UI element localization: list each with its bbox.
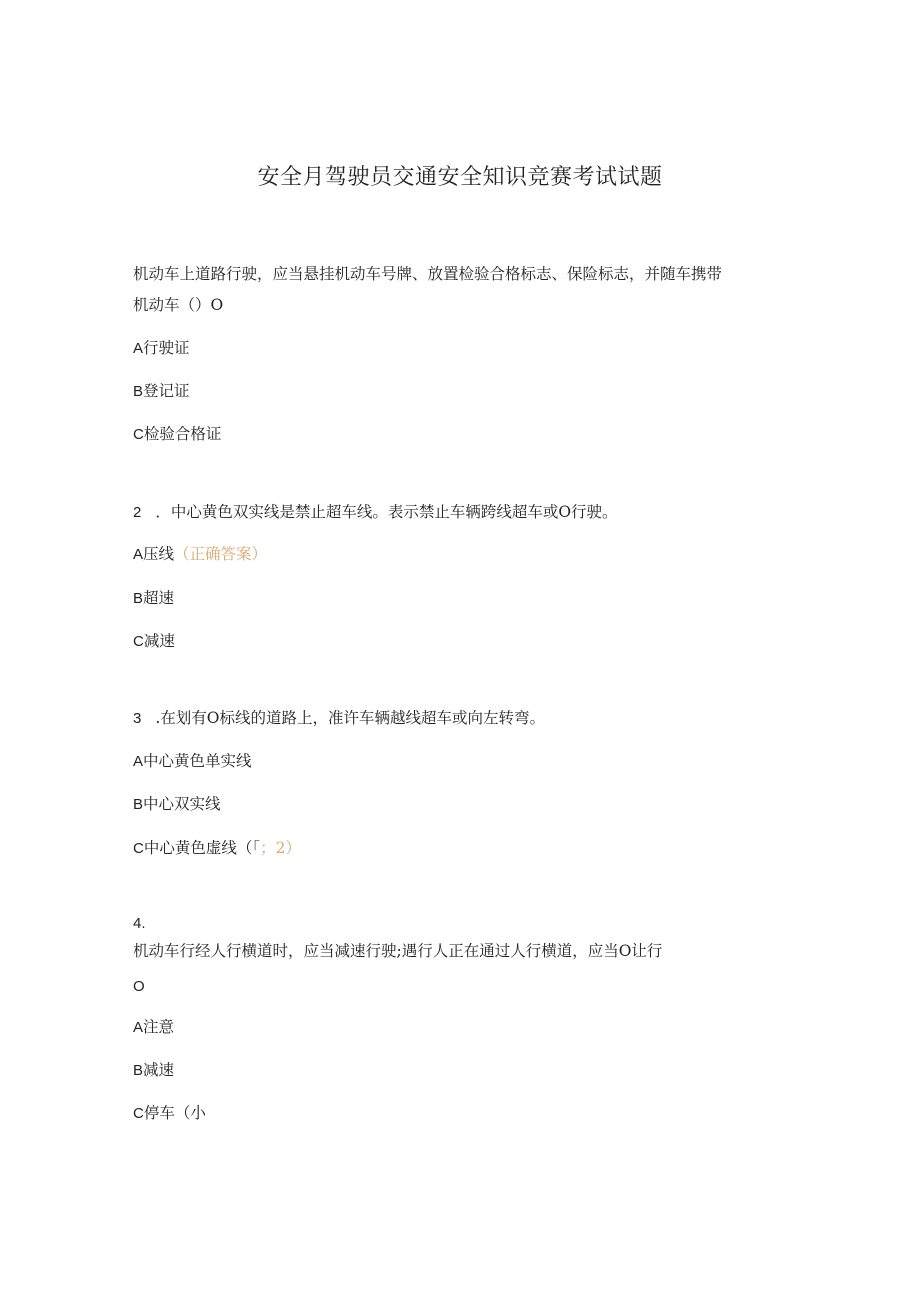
option-text: 停车（小 xyxy=(143,1104,206,1122)
option-letter: A xyxy=(133,753,144,770)
question-4-option-b xyxy=(133,1059,174,1082)
question-2-stem xyxy=(133,501,618,524)
question-4-number: 4. xyxy=(133,915,146,932)
option-text: 行驶证 xyxy=(143,339,190,357)
option-text: 注意 xyxy=(143,1018,175,1036)
question-text: ．中心黄色双实线是禁止超车线。表示禁止车辆跨线超车或O行驶。 xyxy=(155,503,618,521)
option-letter: C xyxy=(133,633,144,650)
option-letter: A xyxy=(133,1019,144,1036)
option-letter: C xyxy=(133,1105,144,1122)
question-4-option-a xyxy=(133,1016,174,1039)
question-4-stem-line-1: 机动车行经人行横道时，应当减速行驶;遇行人正在通过人行横道，应当O让行 xyxy=(133,942,663,960)
question-3-option-a xyxy=(133,750,252,773)
page-title: 安全月驾驶员交通安全知识竞赛考试试题 xyxy=(257,165,663,190)
option-text: 登记证 xyxy=(143,382,190,400)
question-number: 3 xyxy=(133,710,142,727)
answer-mark: ；2） xyxy=(260,839,301,857)
question-4-option-c xyxy=(133,1102,206,1125)
option-text: 压线 xyxy=(143,545,175,563)
question-3-option-c xyxy=(133,837,301,860)
option-letter: B xyxy=(133,796,144,813)
option-letter: C xyxy=(133,426,144,443)
option-text: 中心黄色虚线（「 xyxy=(143,839,261,857)
option-text: 减速 xyxy=(143,632,175,650)
question-number: 2 xyxy=(133,504,142,521)
question-1-option-c xyxy=(133,423,221,446)
option-letter: C xyxy=(133,840,144,857)
question-1-option-a xyxy=(133,337,190,360)
option-letter: A xyxy=(133,546,144,563)
question-2-option-a xyxy=(133,543,267,566)
question-2-option-c xyxy=(133,630,175,653)
question-1-option-b xyxy=(133,380,190,403)
option-text: 中心双实线 xyxy=(143,795,221,813)
option-text: 检验合格证 xyxy=(143,425,222,443)
question-3-option-b xyxy=(133,793,221,816)
option-letter: B xyxy=(133,383,144,400)
option-text: 中心黄色单实线 xyxy=(143,752,252,770)
option-letter: B xyxy=(133,1062,144,1079)
question-3-stem xyxy=(133,707,545,730)
option-letter: A xyxy=(133,340,144,357)
question-text: .在划有O标线的道路上，准许车辆越线超车或向左转弯。 xyxy=(155,709,545,727)
question-2-option-b xyxy=(133,587,174,610)
question-1-stem-line-2: 机动车（）O xyxy=(133,296,224,314)
question-4-stem-line-2: O xyxy=(133,978,145,995)
option-letter: B xyxy=(133,590,144,607)
correct-answer-mark: （正确答案） xyxy=(174,545,268,563)
option-text: 减速 xyxy=(143,1061,175,1079)
question-1-stem-line-1: 机动车上道路行驶，应当悬挂机动车号牌、放置检验合格标志、保险标志，并随车携带 xyxy=(133,265,723,283)
option-text: 超速 xyxy=(143,589,175,607)
